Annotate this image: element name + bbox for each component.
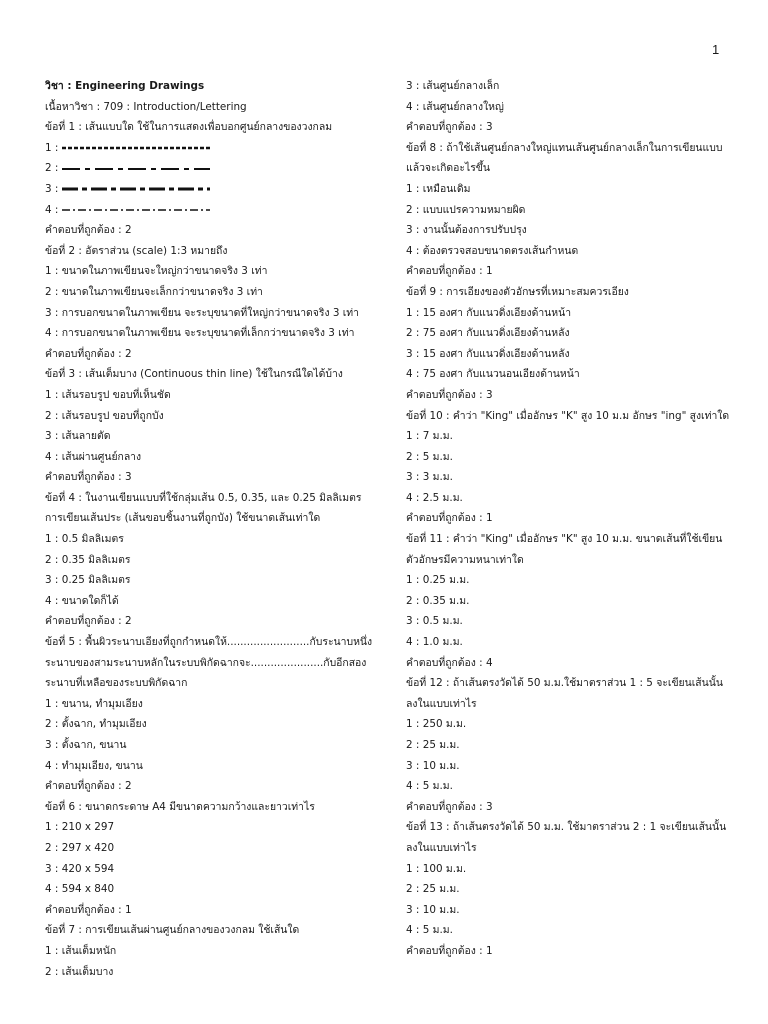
question-5-cont: ระนาบของสามระนาบหลักในระบบพิกัดฉากจะ......................กับอีกสอง — [45, 656, 367, 669]
option: 4 : เส้นผ่านศูนย์กลาง — [45, 450, 142, 463]
question-5-cont: ระนาบที่เหลือของระบบพิกัดฉาก — [45, 677, 188, 690]
question-12: ข้อที่ 12 : ถ้าเส้นตรงวัดได้ 50 ม.ม.ใช้มาตราส่วน 1 : 5 จะเขียนเส้นนั้น — [406, 677, 723, 690]
option: 1 : 15 องศา กับแนวดิ่งเอียงด้านหน้า — [406, 306, 572, 319]
option: 3 : 3 ม.ม. — [406, 471, 453, 484]
option: 4 : 5 ม.ม. — [406, 780, 453, 793]
option: 3 : เส้นลายตัด — [45, 430, 111, 443]
answer: คำตอบที่ถูกต้อง : 2 — [45, 615, 132, 628]
option: 4 : เส้นศูนย์กลางใหญ่ — [406, 100, 504, 113]
option: 3 : 10 ม.ม. — [406, 903, 460, 916]
option-2-line-sample — [45, 158, 390, 179]
option: 4 : 75 องศา กับแนวนอนเอียงด้านหน้า — [406, 368, 580, 381]
option: 1 : 0.5 มิลลิเมตร — [45, 533, 124, 546]
option: 1 : 250 ม.ม. — [406, 718, 467, 731]
option: 2 : 25 ม.ม. — [406, 883, 460, 896]
option: 3 : ตั้งฉาก, ขนาน — [45, 739, 127, 751]
option: 3 : 15 องศา กับแนวดิ่งเอียงด้านหลัง — [406, 347, 570, 360]
option: 4 : 2.5 ม.ม. — [406, 491, 463, 504]
chain-line-thick-sample — [62, 185, 212, 193]
option: 2 : แบบแปรความหมายผิด — [406, 203, 526, 216]
answer: คำตอบที่ถูกต้อง : 3 — [406, 800, 493, 813]
option: 4 : การบอกขนาดในภาพเขียน จะระบุขนาดที่เล็กกว่าขนาดจริง 3 เท่า — [45, 327, 355, 340]
question-4-cont: การเขียนเส้นประ (เส้นขอบชิ้นงานที่ถูกบัง) ใช้ขนาดเส้นเท่าใด — [45, 512, 321, 525]
option-3-line-sample — [45, 179, 390, 200]
option: 3 : งานนั้นต้องการปรับปรุง — [406, 224, 527, 237]
option-label: 2 : — [45, 162, 59, 175]
question-4: ข้อที่ 4 : ในงานเขียนแบบที่ใช้กลุ่มเส้น 0.5, 0.35, และ 0.25 มิลลิเมตร — [45, 491, 362, 504]
option: 1 : เส้นเต็มหนัก — [45, 944, 117, 957]
option-label: 4 : — [45, 203, 59, 216]
answer: คำตอบที่ถูกต้อง : 1 — [406, 944, 493, 957]
option: 4 : ต้องตรวจสอบขนาดตรงเส้นกำหนด — [406, 244, 579, 257]
option: 3 : เส้นศูนย์กลางเล็ก — [406, 80, 500, 92]
option: 1 : เหมือนเดิม — [406, 182, 471, 195]
dashed-line-sample — [62, 144, 212, 152]
question-8-cont: แล้วจะเกิดอะไรขึ้น — [406, 162, 490, 175]
answer: คำตอบที่ถูกต้อง : 2 — [45, 347, 132, 360]
option: 2 : 75 องศา กับแนวดิ่งเอียงด้านหลัง — [406, 327, 570, 340]
option: 4 : ขนาดใดก็ได้ — [45, 594, 119, 607]
option: 2 : เส้นเต็มบาง — [45, 965, 114, 978]
option: 1 : เส้นรอบรูป ขอบที่เห็นชัด — [45, 388, 171, 401]
left-column — [45, 76, 390, 982]
option: 3 : 0.5 ม.ม. — [406, 615, 463, 628]
answer: คำตอบที่ถูกต้อง : 1 — [406, 512, 493, 525]
option: 1 : 210 x 297 — [45, 821, 115, 834]
subject-title: วิชา : Engineering Drawings — [45, 80, 205, 92]
answer: คำตอบที่ถูกต้อง : 3 — [45, 471, 132, 484]
option: 3 : 0.25 มิลลิเมตร — [45, 574, 131, 587]
option: 2 : 25 ม.ม. — [406, 739, 460, 751]
answer: คำตอบที่ถูกต้อง : 1 — [45, 903, 132, 916]
answer: คำตอบที่ถูกต้อง : 2 — [45, 780, 132, 793]
question-5: ข้อที่ 5 : พื้นผิวระนาบเอียงที่ถูกกำหนดให้.........................กับระนาบหนึ่ง — [45, 636, 373, 649]
option: 4 : ทำมุมเอียง, ขนาน — [45, 759, 143, 772]
answer: คำตอบที่ถูกต้อง : 3 — [406, 388, 493, 401]
page-number: 1 — [712, 42, 720, 57]
option: 3 : 10 ม.ม. — [406, 759, 460, 772]
option-label: 3 : — [45, 182, 59, 195]
option: 2 : เส้นรอบรูป ขอบที่ถูกบัง — [45, 409, 164, 422]
question-3: ข้อที่ 3 : เส้นเต็มบาง (Continuous thin line) ใช้ในกรณีใดได้บ้าง — [45, 368, 343, 381]
answer: คำตอบที่ถูกต้อง : 2 — [45, 224, 132, 237]
question-10: ข้อที่ 10 : คำว่า "King" เมื่ออักษร "K" สูง 10 ม.ม อักษร "ing" สูงเท่าใด — [406, 409, 730, 422]
chain-line-long-sample — [62, 165, 212, 173]
question-13: ข้อที่ 13 : ถ้าเส้นตรงวัดได้ 50 ม.ม. ใช้มาตราส่วน 2 : 1 จะเขียนเส้นนั้น — [406, 821, 727, 834]
chain-line-thin-sample — [62, 206, 212, 214]
question-13-cont: ลงในแบบเท่าไร — [406, 841, 477, 854]
option: 2 : 0.35 ม.ม. — [406, 594, 470, 607]
question-2: ข้อที่ 2 : อัตราส่วน (scale) 1:3 หมายถึง — [45, 244, 228, 257]
option: 1 : 7 ม.ม. — [406, 430, 453, 443]
question-11-cont: ตัวอักษรมีความหนาเท่าใด — [406, 553, 524, 566]
answer: คำตอบที่ถูกต้อง : 4 — [406, 656, 493, 669]
option: 4 : 5 ม.ม. — [406, 924, 453, 937]
option: 1 : 0.25 ม.ม. — [406, 574, 470, 587]
option: 4 : 1.0 ม.ม. — [406, 636, 463, 649]
answer: คำตอบที่ถูกต้อง : 1 — [406, 265, 493, 278]
topic-line: เนื้อหาวิชา : 709 : Introduction/Lettering — [45, 100, 247, 113]
question-6: ข้อที่ 6 : ขนาดกระดาษ A4 มีขนาดความกว้างและยาวเท่าไร — [45, 800, 315, 813]
option: 2 : ตั้งฉาก, ทำมุมเอียง — [45, 718, 147, 731]
option: 3 : การบอกขนาดในภาพเขียน จะระบุขนาดที่ใหญ่กว่าขนาดจริง 3 เท่า — [45, 306, 359, 319]
option-label: 1 : — [45, 141, 59, 154]
option: 1 : ขนาน, ทำมุมเอียง — [45, 697, 143, 710]
option: 3 : 420 x 594 — [45, 862, 115, 875]
option: 2 : 0.35 มิลลิเมตร — [45, 553, 131, 566]
option: 2 : 5 ม.ม. — [406, 450, 453, 463]
option: 1 : 100 ม.ม. — [406, 862, 467, 875]
question-8: ข้อที่ 8 : ถ้าใช้เส้นศูนย์กลางใหญ่แทนเส้นศูนย์กลางเล็กในการเขียนแบบ — [406, 141, 723, 154]
right-column — [406, 76, 751, 962]
option-1-line-sample — [45, 138, 390, 159]
option: 2 : ขนาดในภาพเขียนจะเล็กกว่าขนาดจริง 3 เท่า — [45, 285, 263, 298]
option: 2 : 297 x 420 — [45, 841, 115, 854]
question-7: ข้อที่ 7 : การเขียนเส้นผ่านศูนย์กลางของวงกลม ใช้เส้นใด — [45, 924, 300, 937]
option: 1 : ขนาดในภาพเขียนจะใหญ่กว่าขนาดจริง 3 เท่า — [45, 265, 268, 278]
answer: คำตอบที่ถูกต้อง : 3 — [406, 121, 493, 134]
question-9: ข้อที่ 9 : การเอียงของตัวอักษรที่เหมาะสมควรเอียง — [406, 285, 629, 298]
option: 4 : 594 x 840 — [45, 883, 115, 896]
question-12-cont: ลงในแบบเท่าไร — [406, 697, 477, 710]
question-11: ข้อที่ 11 : คำว่า "King" เมื่ออักษร "K" สูง 10 ม.ม. ขนาดเส้นที่ใช้เขียน — [406, 533, 723, 546]
option-4-line-sample — [45, 200, 390, 221]
question-1: ข้อที่ 1 : เส้นแบบใด ใช้ในการแสดงเพื่อบอกศูนย์กลางของวงกลม — [45, 121, 333, 134]
